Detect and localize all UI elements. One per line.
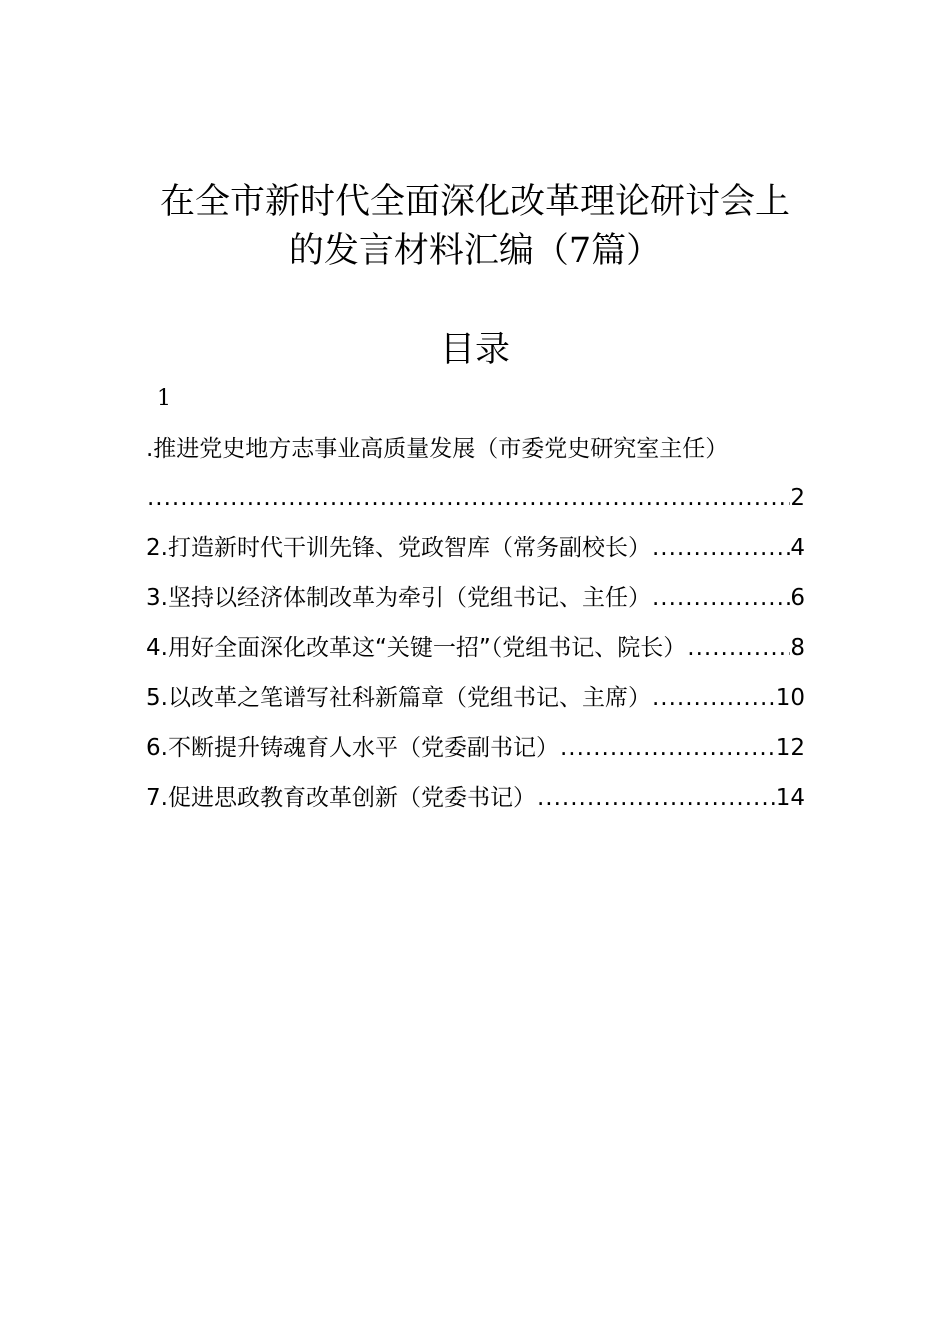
toc-page-number: 4 <box>790 535 805 561</box>
toc-item-text: 4.用好全面深化改革这“关键一招”（党组书记、院长） <box>146 635 687 661</box>
toc-item-2[interactable] <box>146 532 805 564</box>
title-text-2-suffix: 篇） <box>591 231 662 271</box>
toc-page-number: 14 <box>775 785 805 811</box>
title-text-2-number: 7 <box>568 231 592 271</box>
toc-dot-leader <box>651 532 790 564</box>
toc-dot-leader <box>651 682 776 714</box>
toc-item-1-number: 1 <box>157 386 171 411</box>
title-text-1: 在全市新时代全面深化改革理论研讨会上 <box>159 182 790 222</box>
toc-page-number: 12 <box>775 735 805 761</box>
toc-item-text: 6.不断提升铸魂育人水平（党委副书记） <box>146 735 559 761</box>
toc-item-text: 7.促进思政教育改革创新（党委书记） <box>146 785 536 811</box>
document-title-line-2 <box>0 229 950 273</box>
toc-item-5[interactable] <box>146 682 805 714</box>
toc-item-text: .推进党史地方志事业高质量发展（市委党史研究室主任） <box>146 436 729 462</box>
toc-item-6[interactable] <box>146 732 805 764</box>
toc-page-number: 2 <box>790 485 805 511</box>
toc-dot-leader <box>686 632 790 664</box>
toc-item-text: 5.以改革之笔谱写社科新篇章（党组书记、主席） <box>146 685 651 711</box>
toc-heading: 目录 <box>439 330 510 370</box>
toc-dot-leader <box>559 732 776 764</box>
toc-item-3[interactable] <box>146 582 805 614</box>
toc-page-number: 6 <box>790 585 805 611</box>
toc-dot-leader <box>651 582 790 614</box>
toc-item-4[interactable] <box>146 632 805 664</box>
toc-page-number: 8 <box>790 635 805 661</box>
toc-item-7[interactable] <box>146 782 805 814</box>
document-title-line-1 <box>0 180 950 224</box>
toc-item-1-text-line[interactable] <box>146 433 805 465</box>
toc-item-1-leader-row[interactable] <box>146 482 805 514</box>
toc-item-text: 3.坚持以经济体制改革为牵引（党组书记、主任） <box>146 585 651 611</box>
toc-page-number: 10 <box>775 685 805 711</box>
toc-item-text: 2.打造新时代干训先锋、党政智库（常务副校长） <box>146 535 651 561</box>
toc-dot-leader <box>536 782 776 814</box>
title-text-2-prefix: 的发言材料汇编（ <box>288 231 569 271</box>
toc-dot-leader <box>146 482 790 514</box>
